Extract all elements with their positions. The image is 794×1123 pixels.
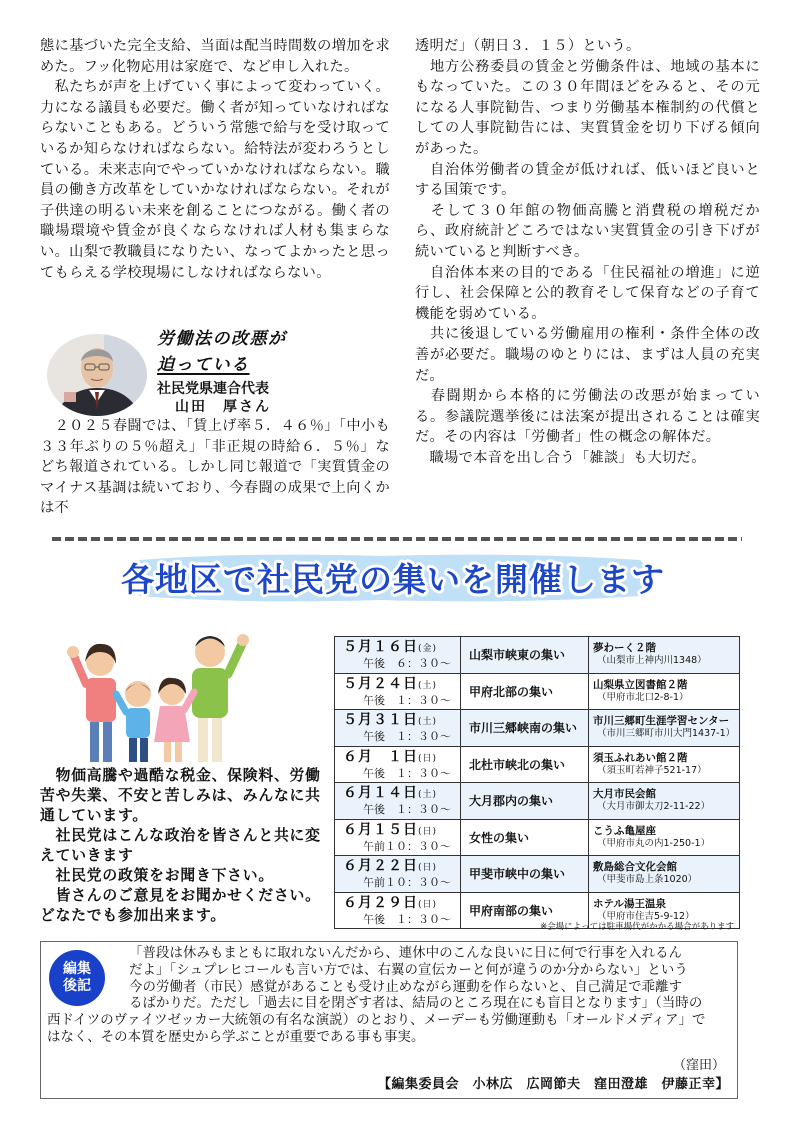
event-weekday: (日): [418, 863, 438, 874]
event-weekday: (土): [418, 680, 438, 691]
father-figure: [192, 634, 249, 762]
invitation-line: 社民党の政策をお聞き下さい。: [40, 867, 274, 884]
invitation-text: [40, 766, 325, 926]
event-address: （甲斐市島上条1020）: [597, 874, 698, 886]
girl-figure: [154, 678, 194, 762]
event-venue: 市川三郷町生涯学習センター: [593, 715, 730, 728]
event-venue: 夢わーく２階: [593, 642, 656, 655]
banner-title: 各地区で社民党の集いを開催します: [121, 560, 665, 599]
event-address: （市川三郷町市川大門1437-1）: [597, 728, 736, 740]
event-date: ６月１５日: [343, 821, 418, 838]
event-time: 午後 １：３０～: [363, 766, 451, 780]
event-name: 女性の集い: [461, 819, 589, 856]
event-venue: 大月市民会館: [593, 788, 656, 801]
schedule-row: [335, 819, 740, 856]
article-left-lower: [40, 416, 390, 519]
event-time: 午後 ６：３０～: [363, 657, 451, 671]
schedule-venue-cell: [589, 637, 740, 674]
article-paragraph: ２０２５春闘では、「賃上げ率５．４６％」「中小も３３年ぶりの５％超え」「非正規の時給６．５％」などち報道されている。しかし同じ報道で「実質賃金のマイナス基調は続いており、今春闘の成果で上向くかは不: [40, 418, 390, 517]
event-weekday: (日): [418, 753, 438, 764]
editor-note-body: [41, 946, 737, 1047]
event-time: 午後 １：３０～: [363, 693, 451, 707]
event-venue: 敷島総合文化会館: [593, 861, 677, 874]
event-name: 甲斐市峡中の集い: [461, 856, 589, 893]
event-address: （甲府市丸の内1-250-1）: [597, 837, 711, 849]
article-headline-line2: 迫っている: [157, 355, 250, 375]
editorial-committee: 【編集委員会 小林広 広岡節夫 窪田澄雄 伊藤正幸】: [377, 1077, 729, 1092]
event-time: 午後 １：３０～: [363, 912, 451, 926]
schedule-venue-cell: [589, 673, 740, 710]
event-time: 午後 １：３０～: [363, 803, 451, 817]
schedule-row: [335, 783, 740, 820]
article-headline-line1: 労働法の改悪が: [157, 329, 287, 349]
event-date: ６月２９日: [343, 894, 418, 911]
event-date: ６月１４日: [343, 785, 418, 802]
boy-figure: [116, 681, 151, 762]
schedule-venue-cell: [589, 819, 740, 856]
event-time: 午後 １：３０～: [363, 730, 451, 744]
schedule-venue-cell: [589, 746, 740, 783]
editor-note-line: はなく、その本質を歴史から学ぶことが重要である事も事実。: [47, 1029, 425, 1045]
article-heading: [157, 326, 287, 416]
event-time: 午前１０：３０～: [363, 839, 451, 853]
event-address: （山梨市上神内川1348）: [597, 655, 707, 667]
article-paragraph: 私たちが声を上げていく事によって変わっていく。力になる議員も必要だ。働く者が知っていなければならないこともある。どういう常態で給与を受け取っているか知らなければならない。給特法が変わろうとしている。未来志向でやっていかなければならない。職員の働き方改革をしていかなければならない。それが子供達の明るい未来を創ることにつながる。働く者の職場環境や賃金が良くならなければ人材も集まらない。山梨で教職員になりたい、なってよかったと思ってもらえる学校現場にしなければならない。: [40, 79, 390, 281]
article-paragraph: 共に後退している労働雇用の権利・条件全体の改善が必要だ。職場のゆとりには、まずは人員の充実だ。: [415, 326, 760, 384]
section-divider: [52, 537, 742, 541]
invitation-line: 社民党はこんな政治を皆さんと共に変えていきます: [40, 827, 321, 864]
schedule-date-cell: [335, 892, 461, 929]
schedule-row: [335, 856, 740, 893]
invitation-line: 皆さんのご意見をお聞かせください。どなたでも参加出来ます。: [40, 887, 321, 924]
editor-signature: （窪田）: [672, 1058, 725, 1073]
schedule-venue-cell: [589, 783, 740, 820]
event-venue: 須玉ふれあい館２階: [593, 751, 688, 764]
schedule-row: [335, 637, 740, 674]
article-paragraph: 自治体労働者の賃金が低ければ、低いほど良いとする国策です。: [415, 161, 760, 199]
event-venue: 山梨県立図書館２階: [593, 678, 688, 691]
event-date: ６月 １日: [343, 748, 418, 765]
event-address: （須玉町若神子521-17）: [597, 764, 707, 776]
badge-line: 編集: [63, 961, 91, 977]
event-schedule-table: [334, 636, 740, 929]
schedule-date-cell: [335, 673, 461, 710]
event-name: 甲府北部の集い: [461, 673, 589, 710]
event-date: ５月１６日: [343, 639, 418, 656]
event-address: （甲府市住吉5-9-12）: [597, 910, 695, 922]
editor-note-box: [40, 941, 738, 1099]
schedule-row: [335, 746, 740, 783]
article-right-column: [415, 36, 760, 468]
event-address: （甲府市北口2-8-1）: [597, 691, 689, 703]
family-illustration: [60, 622, 260, 772]
author-organization: 社民党県連合代表: [157, 381, 269, 397]
article-paragraph: 態に基づいた完全支給、当面は配当時間数の増加を求めた。フッ化物応用は家庭で、など申し入れた。: [40, 38, 390, 75]
editor-note-line: 「普段は休みもまともに取れないんだから、連休中のこんな良いに日に何で行事を入れるん: [129, 946, 683, 961]
article-paragraph: 自治体本来の目的である「住民福祉の増進」に逆行し、社会保障と公的教育そして保育などの子育て機能を弱めている。: [415, 264, 760, 322]
event-date: ５月３１日: [343, 712, 418, 729]
event-weekday: (土): [418, 790, 438, 801]
event-name: 大月郡内の集い: [461, 783, 589, 820]
author-photo: [44, 332, 150, 418]
editor-note-line: るばかりだ。ただし「過去に目を閉ざす者は、結局のところ現在にも盲目となります」（当時の: [129, 996, 703, 1012]
mother-figure: [67, 644, 116, 762]
event-time: 午前１０：３０～: [363, 876, 451, 890]
event-weekday: (金): [418, 644, 438, 655]
article-paragraph: 透明だ」（朝日３．１５）という。: [415, 38, 641, 54]
article-paragraph: 春闘期から本格的に労働法の改悪が始まっている。参議院選挙後には法案が提出されることは確実だ。その内容は「労働者」性の概念の解体だ。: [415, 388, 760, 446]
event-weekday: (土): [418, 717, 438, 728]
event-weekday: (日): [418, 899, 438, 910]
schedule-row: [335, 673, 740, 710]
article-paragraph: 職場で本音を出し合う「雑談」も大切だ。: [415, 449, 706, 466]
event-banner: [0, 548, 794, 608]
editor-note-line: 西ドイツのヴァイツゼッカー大統領の有名な演説）のとおり、メーデーも労働運動も「オールドメディア」で: [47, 1013, 706, 1029]
author-name: 山田 厚さん: [175, 399, 271, 415]
badge-line: 後記: [63, 978, 91, 994]
event-venue: こうふ亀屋座: [593, 824, 656, 837]
invitation-line: 物価高騰や過酷な税金、保険料、労働苦や失業、不安と苦しみは、みんなに共通しています。: [40, 767, 321, 824]
event-name: 甲府南部の集い: [461, 892, 589, 929]
schedule-date-cell: [335, 856, 461, 893]
schedule-note: ※会場によっては駐車場代がかかる場合があります: [540, 922, 735, 932]
event-name: 市川三郷峡南の集い: [461, 710, 589, 747]
schedule-date-cell: [335, 746, 461, 783]
article-paragraph: 地方公務委員の賃金と労働条件は、地域の基本にもなっていた。この３０年間ほどをみると、その元になる人事院勧告、つまり労働基本権制約の代償としての人事院勧告には、実質賃金を切り下げる傾向があった。: [415, 58, 760, 157]
event-name: 北杜市峡北の集い: [461, 746, 589, 783]
editor-note-line: だよ」「シュプレヒコールも言い方では、右翼の宣伝カーと何が違うのか分からない」という: [129, 962, 688, 978]
schedule-date-cell: [335, 710, 461, 747]
schedule-date-cell: [335, 819, 461, 856]
article-left-column: [40, 36, 390, 283]
article-paragraph: そして３０年館の物価高騰と消費税の増税だから、政府統計どころではない実質賃金の引き下げが続いていると判断すべき。: [415, 202, 760, 260]
schedule-venue-cell: [589, 856, 740, 893]
event-name: 山梨市峡東の集い: [461, 637, 589, 674]
schedule-date-cell: [335, 637, 461, 674]
event-address: （大月市御太刀2-11-22）: [597, 801, 711, 813]
editor-note-line: 今の労働者（市民）感覚があることも受け止めながら運動を作らないと、自己満足で乖離す: [129, 979, 683, 995]
schedule-venue-cell: [589, 710, 740, 747]
event-venue: ホテル湯王温泉: [593, 897, 666, 910]
event-date: ５月２４日: [343, 675, 418, 692]
schedule-row: [335, 710, 740, 747]
event-weekday: (日): [418, 826, 438, 837]
event-date: ６月２２日: [343, 858, 418, 875]
schedule-date-cell: [335, 783, 461, 820]
